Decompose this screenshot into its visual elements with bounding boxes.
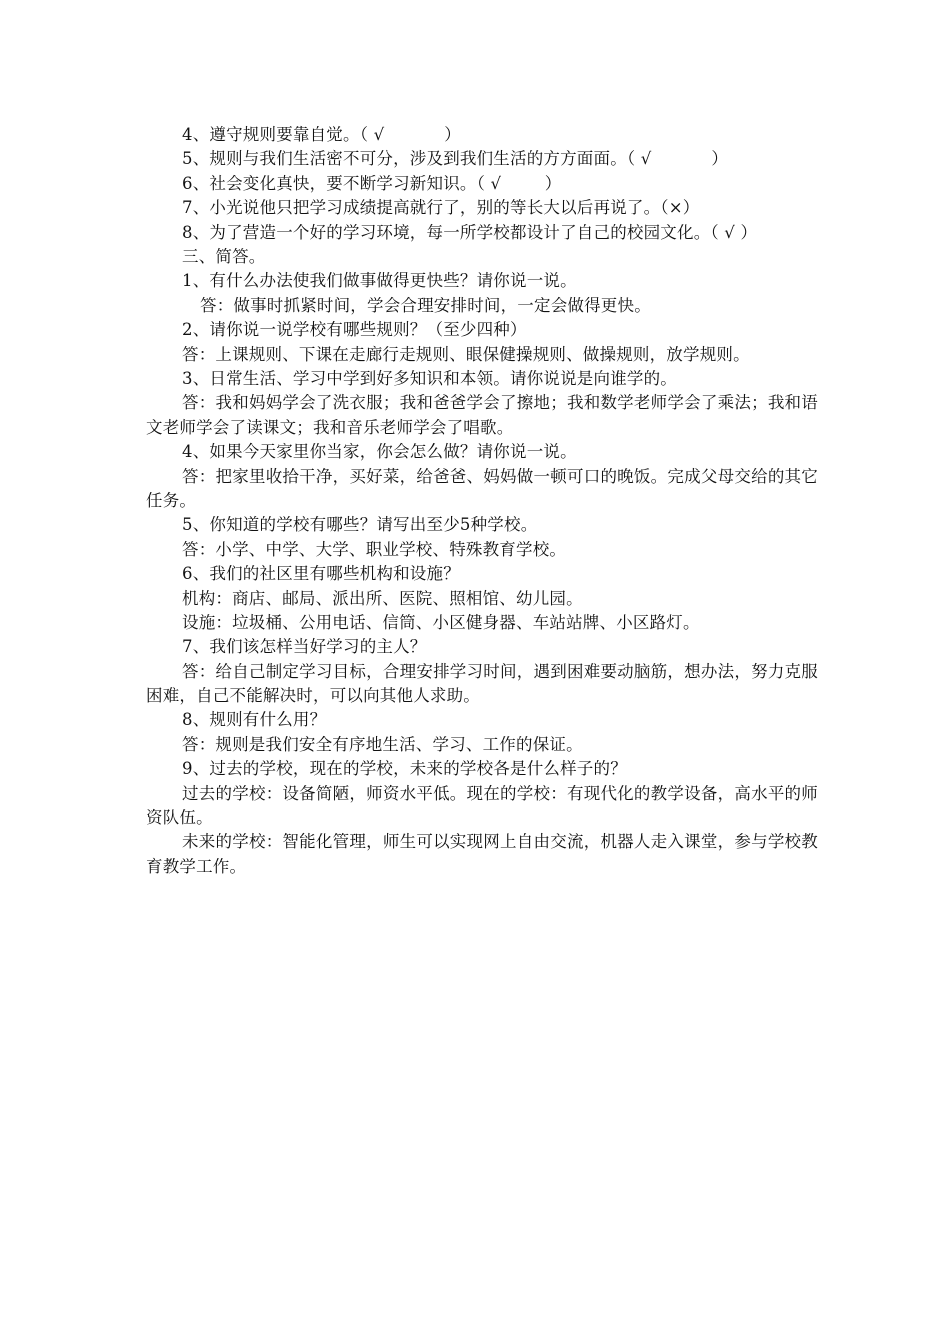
answer-1: 答：做事时抓紧时间，学会合理安排时间，一定会做得更快。 — [200, 295, 651, 315]
answer-9-past-present: 过去的学校：设备简陋，师资水平低。现在的学校：有现代化的教学设备，高水平的师资队伍。 — [146, 783, 818, 828]
question-7: 7、我们该怎样当好学习的主人？ — [182, 637, 427, 657]
answer-5: 答：小学、中学、大学、职业学校、特殊教育学校。 — [182, 539, 567, 559]
answer-6-organizations: 机构：商店、邮局、派出所、医院、照相馆、幼儿园。 — [182, 588, 583, 608]
section-heading: 三、简答。 — [182, 246, 266, 266]
question-9: 9、过去的学校，现在的学校，未来的学校各是什么样子的？ — [182, 759, 627, 779]
question-1: 1、有什么办法使我们做事做得更快些？请你说一说。 — [182, 271, 577, 291]
answer-9-future: 未来的学校：智能化管理，师生可以实现网上自由交流，机器人走入课堂，参与学校教育教学工作。 — [146, 832, 818, 876]
judge-item-8: 8、为了营造一个好的学习环境，每一所学校都设计了自己的校园文化。（ √ ） — [182, 222, 758, 242]
question-8: 8、规则有什么用？ — [182, 710, 327, 730]
judge-item-7: 7、小光说他只把学习成绩提高就行了，别的等长大以后再说了。（×） — [182, 198, 700, 218]
answer-7: 答：给自己制定学习目标，合理安排学习时间，遇到困难要动脑筋，想办法，努力克服困难，自己不能解决时，可以向其他人求助。 — [146, 661, 818, 706]
question-3: 3、日常生活、学习中学到好多知识和本领。请你说说是向谁学的。 — [182, 368, 677, 388]
question-5: 5、你知道的学校有哪些？请写出至少5种学校。 — [182, 515, 538, 535]
judge-item-4: 4、遵守规则要靠自觉。（ √ ） — [182, 125, 461, 144]
question-6: 6、我们的社区里有哪些机构和设施？ — [182, 564, 460, 584]
answer-2: 答：上课规则、下课在走廊行走规则、眼保健操规则、做操规则，放学规则。 — [182, 344, 750, 364]
answer-4: 答：把家里收拾干净，买好菜，给爸爸、妈妈做一顿可口的晚饭。完成父母交给的其它任务。 — [146, 466, 818, 510]
document-body — [146, 123, 818, 879]
answer-3: 答：我和妈妈学会了洗衣服；我和爸爸学会了擦地；我和数学老师学会了乘法；我和语文老师学会了读课文；我和音乐老师学会了唱歌。 — [146, 393, 818, 437]
answer-6-facilities: 设施：垃圾桶、公用电话、信筒、小区健身器、车站站牌、小区路灯。 — [182, 612, 700, 632]
answer-8: 答：规则是我们安全有序地生活、学习、工作的保证。 — [182, 734, 583, 754]
judge-item-6: 6、社会变化真快，要不断学习新知识。（ √ ） — [182, 173, 562, 193]
judge-item-5: 5、规则与我们生活密不可分，涉及到我们生活的方方面面。（ √ ） — [182, 149, 729, 169]
question-4: 4、如果今天家里你当家，你会怎么做？请你说一说。 — [182, 442, 577, 462]
question-2: 2、请你说一说学校有哪些规则？（至少四种） — [182, 320, 527, 340]
